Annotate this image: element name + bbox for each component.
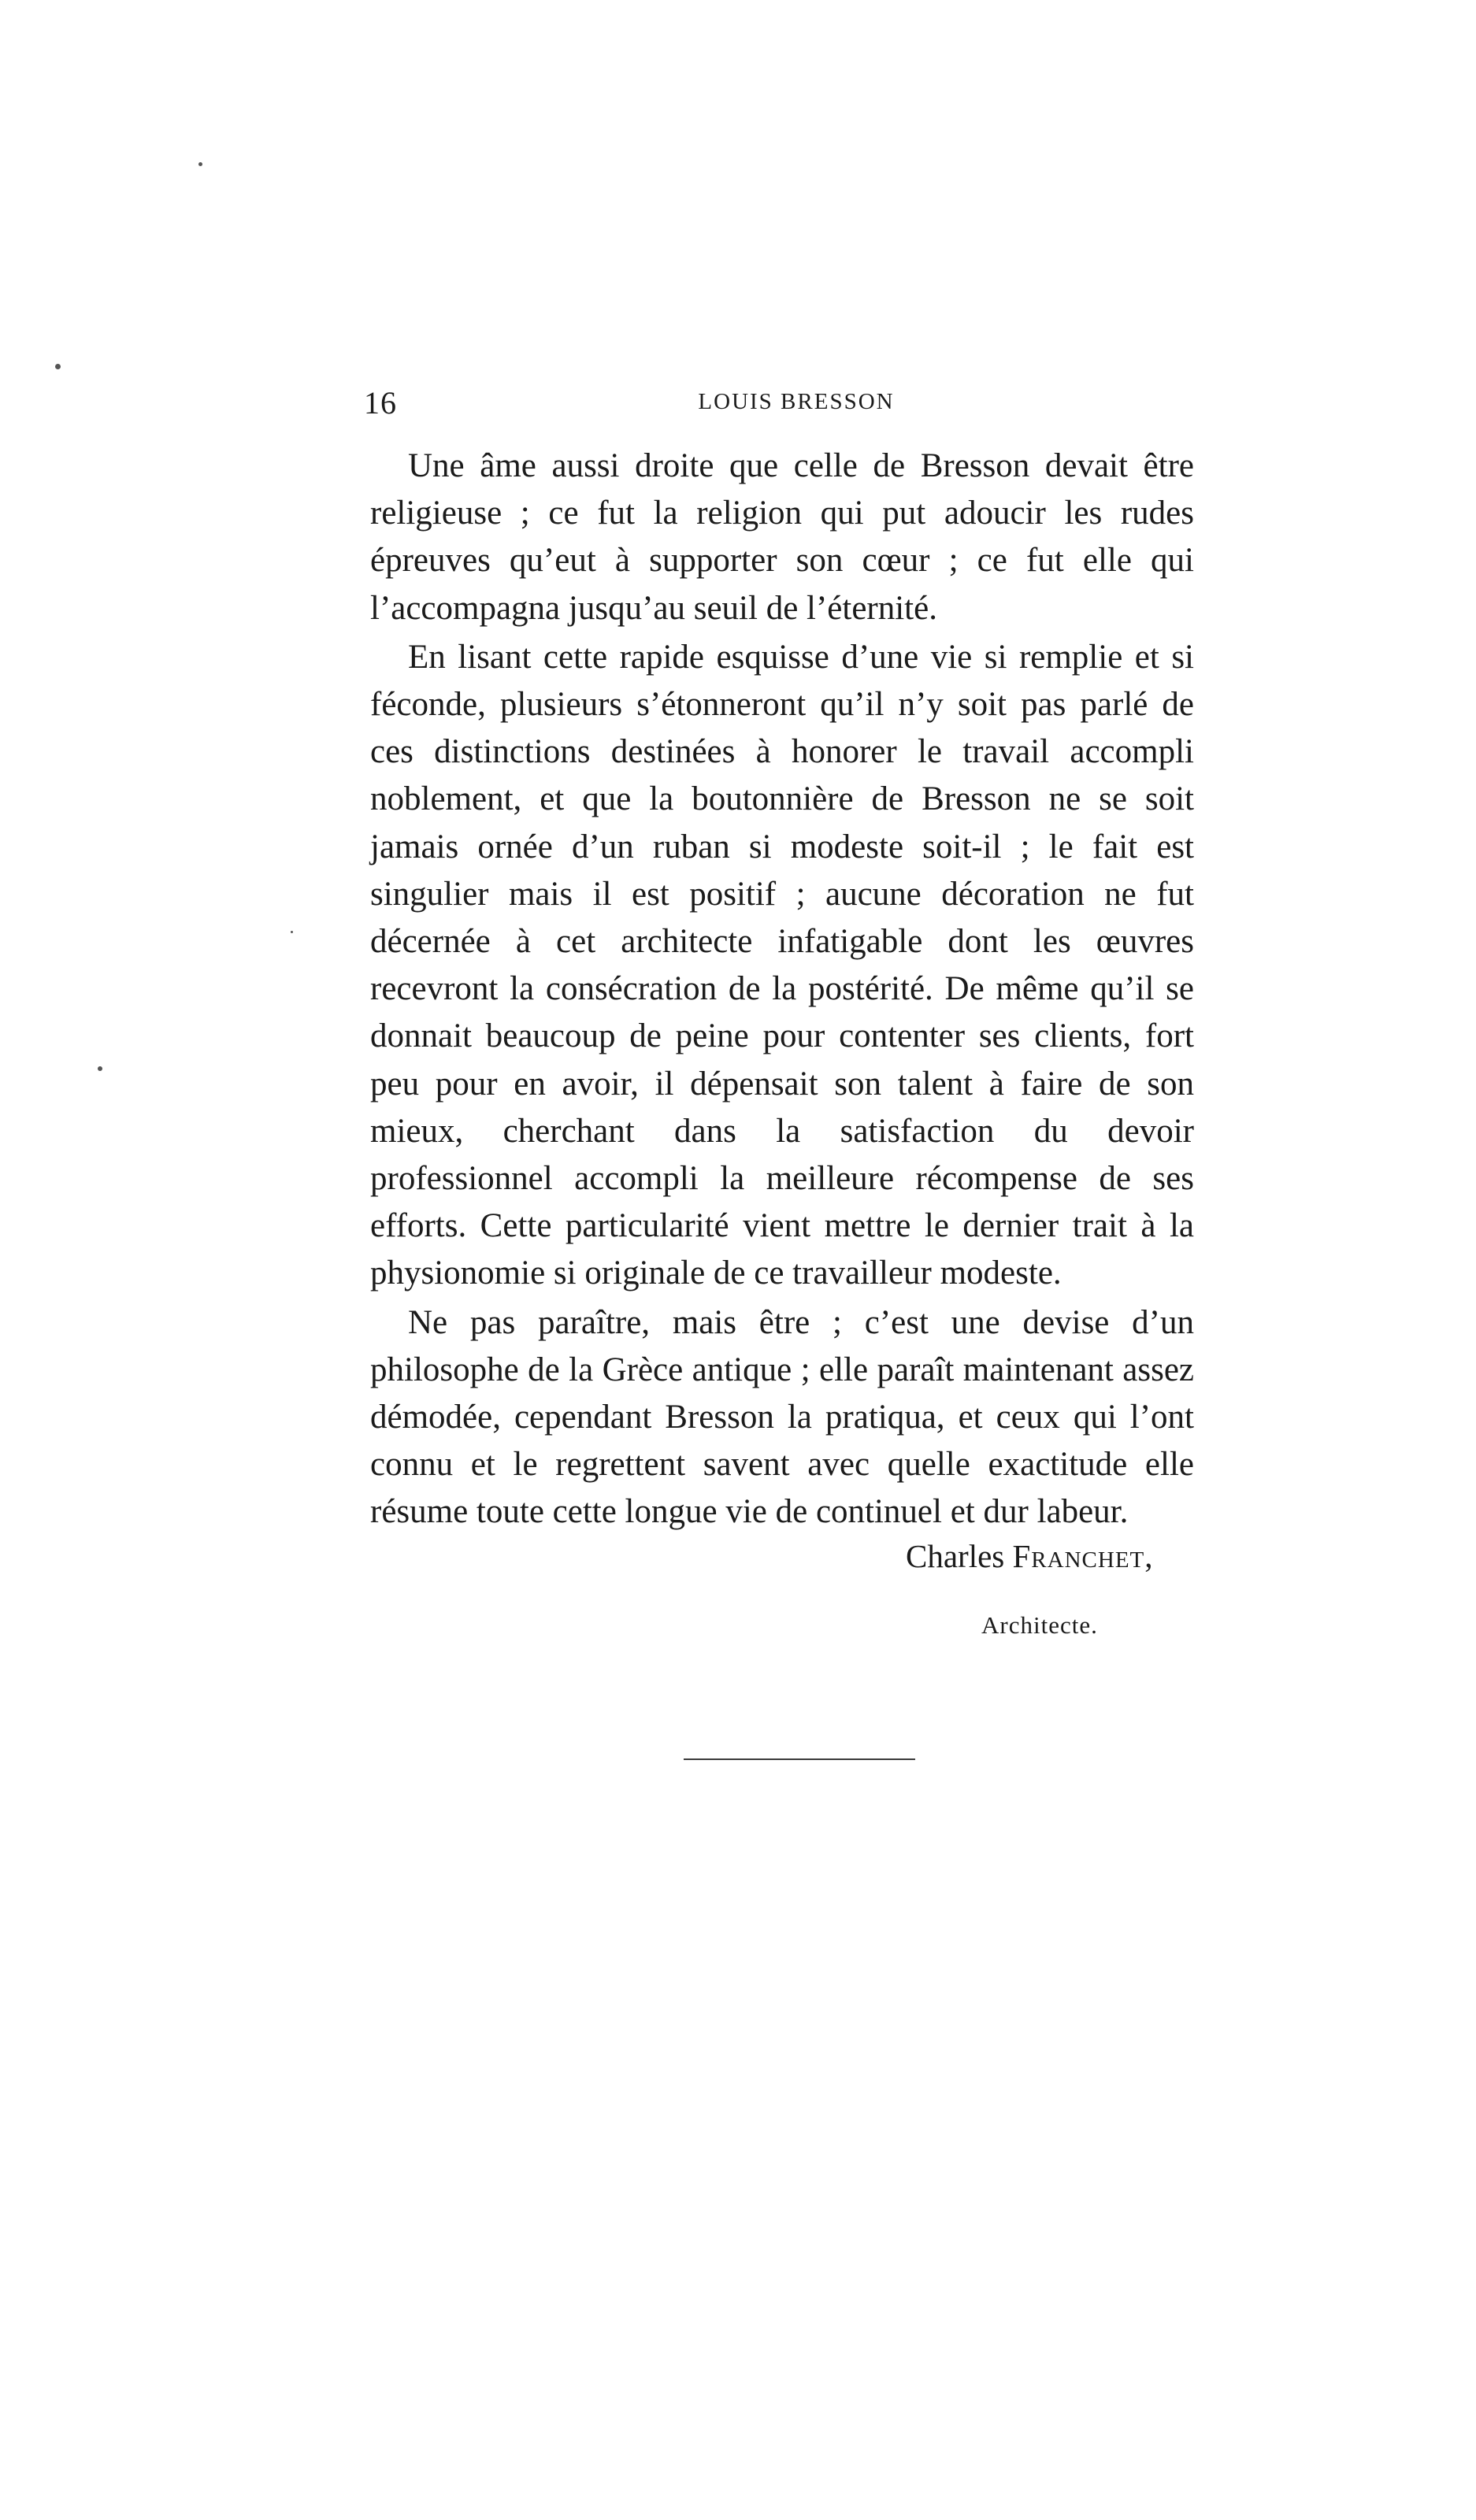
paragraph-1: Une âme aussi droite que celle de Bresson devait être religieuse ; ce fut la religion qui put adoucir les rudes épreuves qu’eut à supporter son cœur ; ce fut elle qui l’accompagna jusqu’au seuil de l’éternité. [370,447,1194,627]
body-text [370,443,1194,1538]
paragraph-3: Ne pas paraître, mais être ; c’est une devise d’un philosophe de la Grèce antique ; elle paraît maintenant assez démodée, cependant Bresson la pratiqua, et ceux qui l’ont connu et le regrettent savent avec quelle exactitude elle résume toute cette longue vie de continuel et dur labeur. [370,1303,1194,1531]
signature-title: Architecte. [981,1611,1098,1639]
signature-surname: Franchet, [1012,1538,1154,1574]
signature-first-name: Charles [906,1538,1005,1574]
paragraph-2: En lisant cette rapide esquisse d’une vie si remplie et si féconde, plusieurs s’étonneront qu’il n’y soit pas parlé de ces distinctions destinées à honorer le travail accompli noblement, et que la boutonnière de Bresson ne se soit jamais ornée d’un ruban si modeste soit-il ; le fait est singulier mais il est positif ; aucune décoration ne fut décernée à cet architecte infatigable dont les œuvres recevront la consécration de la postérité. De même qu’il se donnait beaucoup de peine pour contenter ses clients, fort peu pour en avoir, il dépensait son talent à faire de son mieux, cherchant dans la satisfaction du devoir professionnel accompli la meilleure récompense de ses efforts. Cette particularité vient mettre le dernier trait à la physionomie si originale de ce travailleur modeste. [370,638,1194,1292]
scan-speck [98,1066,102,1071]
running-title: LOUIS BRESSON [698,389,895,414]
scan-speck [55,364,61,369]
page-number: 16 [364,385,397,421]
signature [906,1537,1154,1575]
end-rule [684,1758,915,1760]
scan-speck [198,162,202,166]
scan-speck [291,931,293,933]
running-head [364,384,1191,432]
